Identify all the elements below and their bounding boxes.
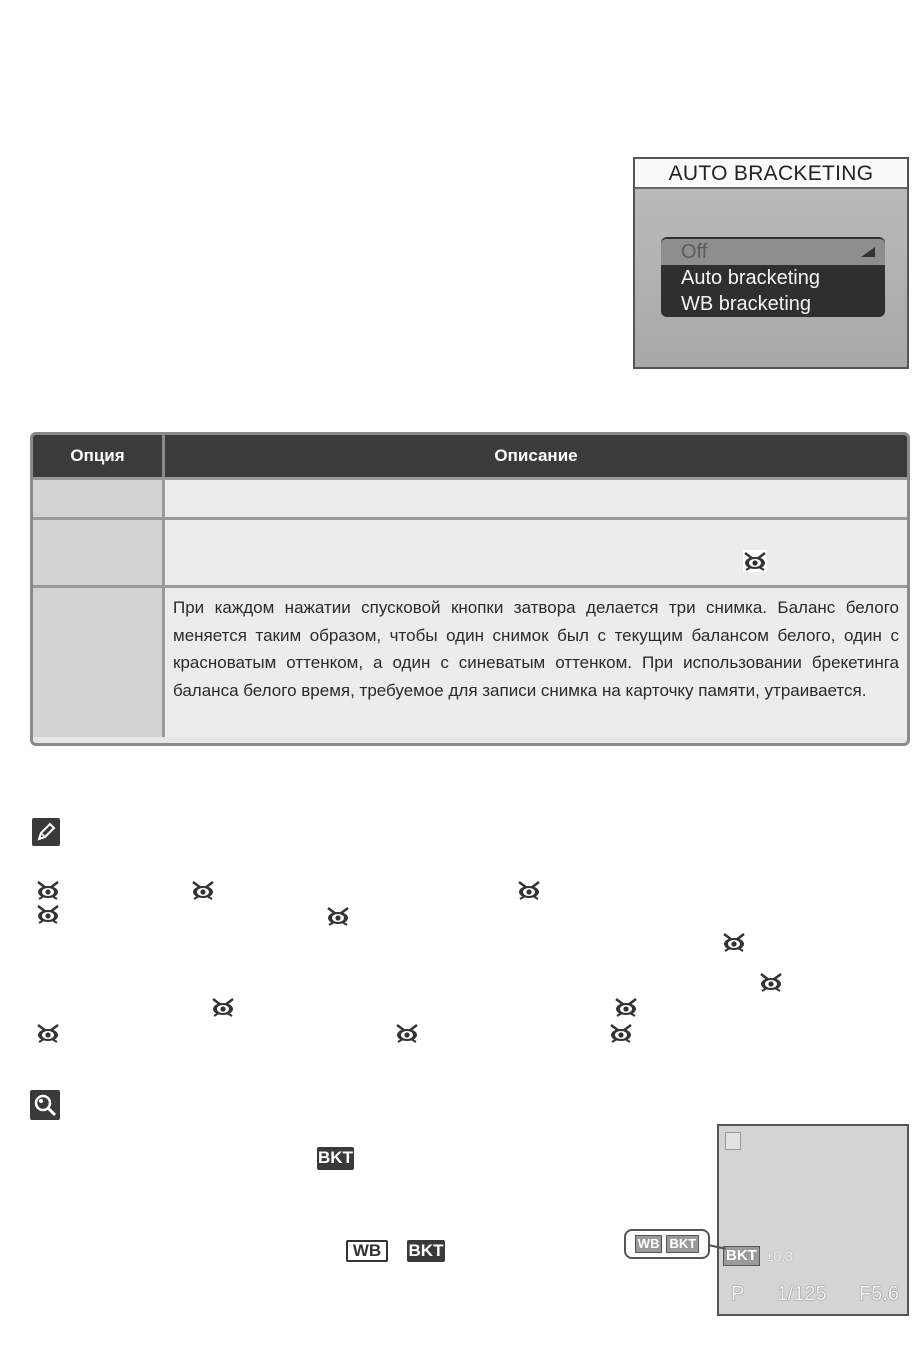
eye-reference-icon (614, 996, 638, 1018)
menu-option-wb-bracketing[interactable]: WB bracketing (681, 293, 812, 315)
bracketing-indicator (723, 1246, 793, 1266)
auto-bracketing-menu-screen (633, 157, 909, 369)
row-description: При каждом нажатии спусковой кнопки затвора делается три снимка. Баланс белого меняется таким образом, чтобы один снимок был с текущим балансом белого, один с красноватым оттенком, а один с синеватым оттенком. При использовании брекетинга баланса белого время, требуемое для записи снимка на карточку памяти, утраивается. (165, 588, 907, 737)
eye-reference-icon (743, 550, 767, 572)
eye-reference-icon (191, 879, 215, 901)
eye-reference-icon (722, 931, 746, 953)
eye-reference-icon (211, 996, 235, 1018)
table-row (33, 477, 907, 517)
options-table (30, 432, 910, 746)
menu-option-auto-bracketing[interactable]: Auto bracketing (681, 267, 820, 289)
shooting-mode: P (731, 1283, 745, 1305)
wb-indicator-badge: WB (346, 1240, 388, 1262)
eye-reference-icon (759, 971, 783, 993)
row-description (165, 520, 907, 585)
bkt-indicator-badge: BKT (317, 1147, 354, 1170)
table-row (33, 517, 907, 585)
header-option: Опция (33, 435, 165, 477)
memory-card-icon (725, 1132, 741, 1150)
monitor-ev-step: ±0.3 (765, 1248, 793, 1264)
eye-reference-icon (326, 905, 350, 927)
menu-title: AUTO BRACKETING (635, 159, 907, 189)
row-option (33, 588, 165, 737)
row-option (33, 520, 165, 585)
bkt-indicator-badge: BKT (408, 1241, 444, 1260)
eye-reference-icon (395, 1022, 419, 1044)
eye-reference-icon (609, 1022, 633, 1044)
table-header (33, 435, 907, 477)
menu-options-list (661, 237, 885, 317)
monitor-display-preview (717, 1124, 909, 1316)
menu-option-off[interactable]: Off (661, 239, 885, 265)
row-description (165, 480, 907, 517)
aperture: F5.6 (858, 1283, 899, 1305)
callout-bkt-badge: BKT (666, 1235, 699, 1253)
row-option (33, 480, 165, 517)
eye-reference-icon (36, 879, 60, 901)
monitor-callout (624, 1229, 710, 1259)
monitor-exposure-readout (731, 1283, 899, 1306)
monitor-bkt-badge: BKT (723, 1246, 760, 1266)
eye-reference-icon (36, 1022, 60, 1044)
magnifier-tip-icon (30, 1090, 60, 1120)
pencil-note-icon (32, 818, 60, 846)
eye-reference-icon (517, 879, 541, 901)
table-row (33, 585, 907, 737)
callout-wb-badge: WB (635, 1235, 663, 1253)
header-description: Описание (494, 446, 578, 465)
eye-reference-icon (36, 903, 60, 925)
shutter-speed: 1/125 (776, 1283, 827, 1305)
